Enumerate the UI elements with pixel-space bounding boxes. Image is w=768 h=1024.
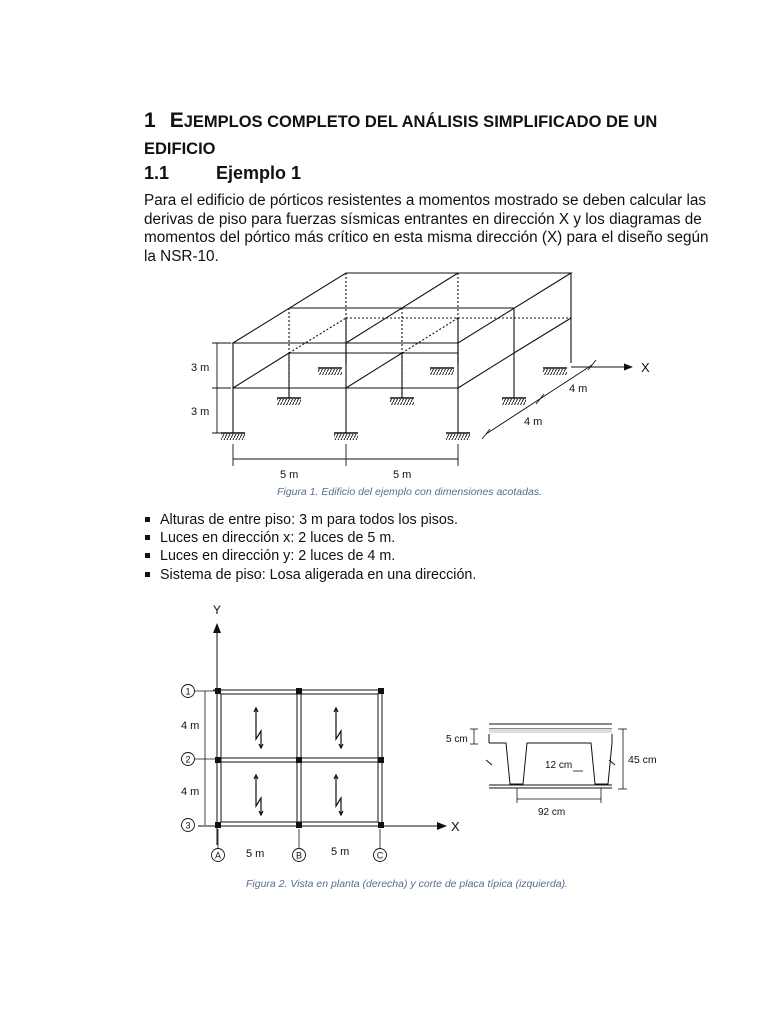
figure2-caption: Figura 2. Vista en planta (derecha) y corte de placa típica (izquierda). xyxy=(246,878,568,890)
figure1-caption: Figura 1. Edificio del ejemplo con dimensiones acotadas. xyxy=(277,486,542,498)
plan-span-x1-label: 5 m xyxy=(246,848,265,860)
plan-span-x2-label: 5 m xyxy=(331,846,350,858)
section-total-height-label: 45 cm xyxy=(628,754,657,766)
grid-row-2: 2 xyxy=(185,754,191,765)
grid-row-3: 3 xyxy=(185,820,191,831)
fig1-axis-x-label: X xyxy=(641,360,650,375)
plan-span-y2-label: 4 m xyxy=(181,786,200,798)
fig1-span-x2-label: 5 m xyxy=(393,469,412,481)
section-rib-width-label: 12 cm xyxy=(545,760,573,771)
section-number: 1 xyxy=(144,109,156,132)
list-item: Luces en dirección y: 2 luces de 4 m. xyxy=(144,547,476,565)
grid-col-a: A xyxy=(214,850,222,861)
list-item: Sistema de piso: Losa aligerada en una dirección. xyxy=(144,566,476,584)
section-rib-spacing-label: 92 cm xyxy=(538,807,566,818)
list-item: Luces en dirección x: 2 luces de 5 m. xyxy=(144,529,476,547)
grid-col-b: B xyxy=(295,850,303,861)
list-item: Alturas de entre piso: 3 m para todos los pisos. xyxy=(144,511,476,529)
fig1-span-x1-label: 5 m xyxy=(280,469,299,481)
section-title-initial: E xyxy=(169,109,184,132)
fig1-height-upper-label: 3 m xyxy=(191,362,210,374)
section-slab-thickness-label: 5 cm xyxy=(446,734,468,745)
fig2-axis-x-label: X xyxy=(451,819,460,834)
section-title: JEMPLOS COMPLETO DEL ANÁLISIS SIMPLIFICADO DE UN EDIFICIO xyxy=(144,113,658,158)
fig1-span-y1-label: 4 m xyxy=(569,383,588,395)
subsection-number: 1.1 xyxy=(144,163,170,183)
fig2-axis-y-label: Y xyxy=(213,603,222,617)
grid-row-1: 1 xyxy=(185,686,191,697)
fig1-height-lower-label: 3 m xyxy=(191,406,210,418)
fig1-span-y2-label: 4 m xyxy=(524,416,543,428)
intro-paragraph: Para el edificio de pórticos resistentes a momentos mostrado se deben calcular las derivas de piso para fuerzas sísmicas entrantes en dirección X y los diagramas de momentos del pórtico más crítico en esta misma dirección (X) para el diseño según la NSR-10. xyxy=(144,192,709,265)
slab-section-drawing xyxy=(486,724,615,788)
subsection-title: Ejemplo 1 xyxy=(216,163,302,183)
grid-col-c: C xyxy=(376,850,384,861)
plan-span-y1-label: 4 m xyxy=(181,720,200,732)
